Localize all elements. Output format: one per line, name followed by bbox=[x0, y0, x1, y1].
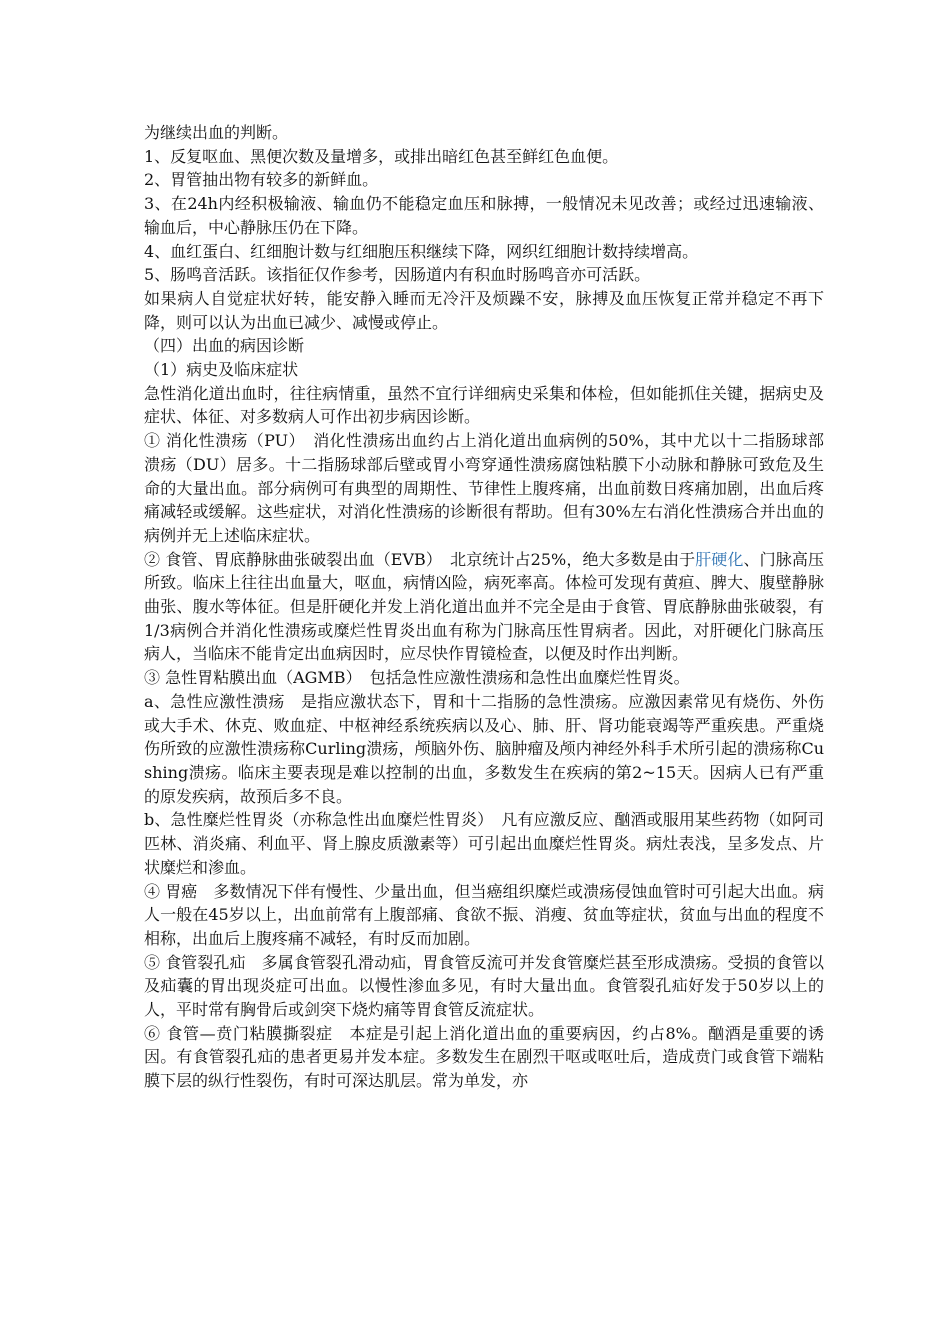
paragraph-bleeding-stopped: 如果病人自觉症状好转，能安静入睡而无冷汗及烦躁不安，脉搏及血压恢复正常并稳定不再下降，则可以认为出血已减少、减慢或停止。 bbox=[144, 288, 824, 332]
paragraph-hiatal-hernia: ⑤ 食管裂孔疝 多属食管裂孔滑动疝，胃食管反流可并发食管糜烂甚至形成溃疡。受损的食管以及疝囊的胃出现炎症可出血。以慢性渗血多见，有时大量出血。食管裂孔疝好发于50岁以上的人，平时常有胸骨后或剑突下烧灼痛等胃食管反流症状。 bbox=[144, 952, 824, 1020]
paragraph-stress-ulcer: a、急性应激性溃疡 是指应激状态下，胃和十二指肠的急性溃疡。应激因素常见有烧伤、外伤或大手术、休克、败血症、中枢神经系统疾病以及心、肺、肝、肾功能衰竭等严重疾患。严重烧伤所致的应激性溃疡称Curling溃疡，颅脑外伤、脑肿瘤及颅内神经外科手术所引起的溃疡称Cushing溃疡。临床主要表现是难以控制的出血，多数发生在疾病的第2~15天。因病人已有严重的原发疾病，故预后多不良。 bbox=[144, 691, 824, 806]
paragraph-criterion-1: 1、反复呕血、黑便次数及量增多，或排出暗红色甚至鲜红色血便。 bbox=[144, 146, 619, 166]
cirrhosis-link[interactable]: 肝硬化 bbox=[695, 549, 744, 569]
document-page bbox=[144, 121, 824, 1093]
paragraph-history-intro: 急性消化道出血时，往往病情重，虽然不宜行详细病史采集和体检，但如能抓住关键，据病史及症状、体征、对多数病人可作出初步病因诊断。 bbox=[144, 383, 824, 427]
paragraph-mallory-weiss: ⑥ 食管—贲门粘膜撕裂症 本症是引起上消化道出血的重要病因，约占8%。酗酒是重要的诱因。有食管裂孔疝的患者更易并发本症。多数发生在剧烈干呕或呕吐后，造成贲门或食管下端粘膜下层的纵行性裂伤，有时可深达肌层。常为单发，亦 bbox=[144, 1023, 824, 1091]
paragraph-peptic-ulcer: ① 消化性溃疡（PU） 消化性溃疡出血约占上消化道出血病例的50%，其中尤以十二指肠球部溃疡（DU）居多。十二指肠球部后壁或胃小弯穿通性溃疡腐蚀粘膜下小动脉和静脉可致危及生命的大量出血。部分病例可有典型的周期性、节律性上腹疼痛，出血前数日疼痛加剧，出血后疼痛减轻或缓解。这些症状，对消化性溃疡的诊断很有帮助。但有30%左右消化性溃疡合并出血的病例并无上述临床症状。 bbox=[144, 431, 824, 545]
section-heading-etiology: （四）出血的病因诊断 bbox=[144, 336, 305, 356]
evb-text-before: ② 食管、胃底静脉曲张破裂出血（EVB） 北京统计占25%，绝大多数是由于 bbox=[144, 549, 696, 569]
paragraph-criterion-2: 2、胃管抽出物有较多的新鲜血。 bbox=[144, 170, 379, 190]
paragraph-erosive-gastritis: b、急性糜烂性胃炎（亦称急性出血糜烂性胃炎） 凡有应激反应、酗酒或服用某些药物（如阿司匹林、消炎痛、利血平、肾上腺皮质激素等）可引起出血糜烂性胃炎。病灶表浅，呈多发点、片状糜烂和渗血。 bbox=[144, 810, 824, 877]
paragraph-criterion-3: 3、在24h内经积极输液、输血仍不能稳定血压和脉搏，一般情况未见改善；或经过迅速输液、输血后，中心静脉压仍在下降。 bbox=[144, 194, 824, 237]
paragraph-agmb: ③ 急性胃粘膜出血（AGMB） 包括急性应激性溃疡和急性出血糜烂性胃炎。 bbox=[144, 668, 690, 688]
evb-text-after: 、门脉高压所致。临床上往往出血量大，呕血，病情凶险，病死率高。体检可发现有黄疸、脾大、腹壁静脉曲张、腹水等体征。但是肝硬化并发上消化道出血并不完全是由于食管、胃底静脉曲张破裂，有1/3病例合并消化性溃疡或糜烂性胃炎出血有称为门脉高压性胃病者。因此，对肝硬化门脉高压病人，当临床不能肯定出血病因时，应尽快作胃镜检查，以便及时作出判断。 bbox=[144, 549, 824, 664]
paragraph-continued-bleeding-intro: 为继续出血的判断。 bbox=[144, 123, 289, 142]
paragraph-criterion-4: 4、血红蛋白、红细胞计数与红细胞压积继续下降，网织红细胞计数持续增高。 bbox=[144, 241, 699, 261]
paragraph-criterion-5: 5、肠鸣音活跃。该指征仅作参考，因肠道内有积血时肠鸣音亦可活跃。 bbox=[144, 265, 651, 285]
paragraph-gastric-cancer: ④ 胃癌 多数情况下伴有慢性、少量出血，但当癌组织糜烂或溃疡侵蚀血管时可引起大出血。病人一般在45岁以上，出血前常有上腹部痛、食欲不振、消瘦、贫血等症状，贫血与出血的程度不相称，出血后上腹疼痛不减轻，有时反而加剧。 bbox=[144, 881, 824, 948]
paragraph-evb bbox=[144, 548, 824, 667]
subsection-heading-history: （1）病史及临床症状 bbox=[144, 360, 299, 380]
